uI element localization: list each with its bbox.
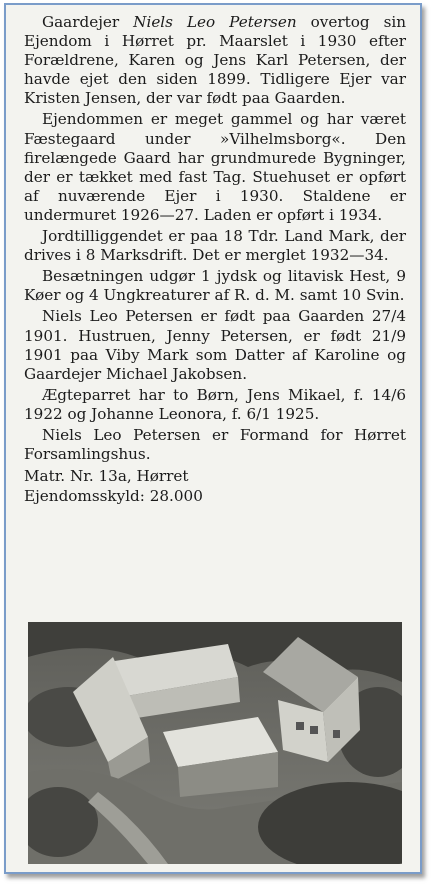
page-frame — [4, 3, 422, 874]
property-meta — [24, 467, 406, 506]
article-text — [24, 13, 406, 506]
paragraph-role: Niels Leo Petersen er Formand for Hørret Forsamlingshus. — [24, 425, 406, 464]
owner-name: Niels Leo Petersen — [133, 13, 297, 31]
paragraph-land: Jordtilliggendet er paa 18 Tdr. Land Mark, der drives i 8 Marksdrift. Det er merglet 1932—34. — [24, 227, 406, 265]
farm-aerial-image — [28, 622, 402, 864]
paragraph-owner — [24, 13, 406, 108]
paragraph-family: Niels Leo Petersen er født paa Gaarden 27/4 1901. Hustruen, Jenny Petersen, er født 21/9 1901 paa Viby Mark som Datter af Karoline og Gaardejer Michael Jakobsen. — [24, 307, 406, 383]
paragraph-livestock: Besætningen udgør 1 jydsk og litavisk Hest, 9 Køer og 4 Ungkreaturer af R. d. M. samt 10 Svin. — [24, 267, 406, 305]
paragraph-property: Ejendommen er meget gammel og har været Fæstegaard under »Vilhelmsborg«. Den firelængede Gaard har grundmurede Bygninger, der er tækket med fast Tag. Stuehuset er opført af nuværende Ejer i 1930. Staldene er undermuret 1926—27. Laden er opført i 1934. — [24, 110, 406, 224]
farm-photo — [28, 622, 402, 864]
owner-intro: Gaardejer — [42, 13, 134, 31]
cadastral-number: Matr. Nr. 13a, Hørret — [24, 467, 189, 486]
property-valuation: Ejendomsskyld: 28.000 — [24, 486, 203, 505]
paragraph-children: Ægteparret har to Børn, Jens Mikael, f. 14/6 1922 og Johanne Leonora, f. 6/1 1925. — [24, 385, 406, 423]
owner-history: overtog sin Ejendom i Hørret pr. Maarslet i 1930 efter Forældrene, Karen og Jens Karl Petersen, der havde ejet den siden 1899. Tidligere Ejer var Kristen Jensen, der var født paa Gaarden. — [24, 13, 406, 108]
